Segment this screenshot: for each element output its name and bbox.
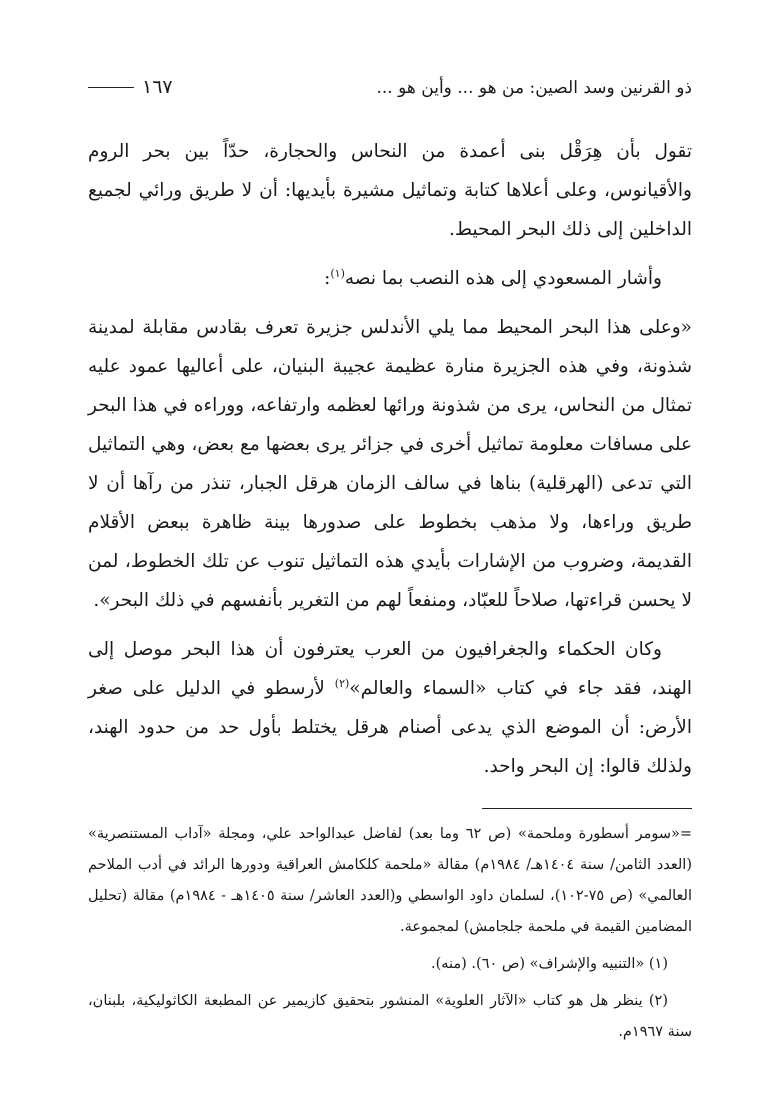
footnote-ref-1: (١)	[330, 266, 345, 280]
footnote-2: (٢) ينظر هل هو كتاب «الآثار العلوية» المنشور بتحقيق كازيمير عن المطبعة الكاثوليكية، بلبنان، سنة ١٩٦٧م.	[88, 993, 692, 1040]
paragraph-4-part-a: وكان الحكماء والجغرافيون من العرب يعترفون أن هذا البحر موصل إلى الهند، فقد جاء في كتاب «السماء والعالم»	[88, 639, 692, 699]
paragraph-4	[88, 630, 692, 786]
page-header	[88, 60, 692, 98]
page-number-rule	[88, 87, 134, 88]
page-number-block	[88, 76, 173, 98]
paragraph-1: تقول بأن هِرَقْل بنى أعمدة من النحاس والحجارة، حدّاً بين بحر الروم والأقيانوس، وعلى أعلاها كتابة وتماثيل مشيرة بأيديها: أن لا طريق ورائي لجميع الداخلين إلى ذلك البحر المحيط.	[88, 141, 692, 240]
running-title: ذو القرنين وسد الصين: من هو ... وأين هو ...	[376, 78, 692, 98]
footnote-separator	[482, 808, 692, 809]
book-page	[88, 60, 692, 1048]
footnote-1: (١) «التنبيه والإشراف» (ص ٦٠). (منه).	[430, 956, 668, 972]
paragraph-4-part-b: لأرسطو في الدليل على صغر الأرض: أن الموضع الذي يدعى أصنام هرقل يختلط بأول حد من حدود الهند، ولذلك قالوا: إن البحر واحد.	[88, 678, 692, 777]
footnote-ref-2: (٢)	[334, 676, 350, 690]
paragraph-2	[88, 259, 692, 298]
paragraph-2-text: وأشار المسعودي إلى هذه النصب بما نصه	[344, 268, 662, 289]
footnote-continued: =«سومر أسطورة وملحمة» (ص ٦٢ وما بعد) لفاضل عبدالواحد علي، ومجلة «آداب المستنصرية» (العدد الثامن/ سنة ١٤٠٤هـ/ ١٩٨٤م) مقالة «ملحمة كلكامش العراقية ودورها الرائد في أدب الملاحم العالمي» (ص ٧٥-١٠٢)، لسلمان داود الواسطي و(العدد العاشر/ سنة ١٤٠٥هـ - ١٩٨٤م) مقالة (تحليل المضامين القيمة في ملحمة جلجامش) لمجموعة.	[88, 826, 693, 935]
paragraph-2-colon: :	[324, 268, 331, 289]
body-text	[88, 132, 692, 786]
paragraph-3-quote: «وعلى هذا البحر المحيط مما يلي الأندلس جزيرة تعرف بقادس مقابلة لمدينة شذونة، وفي هذه الجزيرة منارة عظيمة عجيبة البنيان، على أعاليها عمود عليه تمثال من النحاس، يرى من شذونة ورائها لعظمه وارتفاعه، ووراءه في هذا البحر على مسافات معلومة تماثيل أخرى في جزائر يرى بعضها مع بعض، وهي التماثيل التي تدعى (الهرقلية) بناها في سالف الزمان هرقل الجبار، تنذر من رآها أن لا طريق وراءها، ولا مذهب بخطوط على صدورها بينة ظاهرة ببعض الأقلام القديمة، وضروب من الإشارات بأيدي هذه التماثيل تنوب عن تلك الخطوط، لمن لا يحسن قراءتها، صلاحاً للعبّاد، ومنفعاً لهم من التغرير بأنفسهم في ذلك البحر».	[88, 317, 692, 611]
footnotes	[88, 819, 692, 1048]
page-number: ١٦٧	[142, 76, 173, 98]
